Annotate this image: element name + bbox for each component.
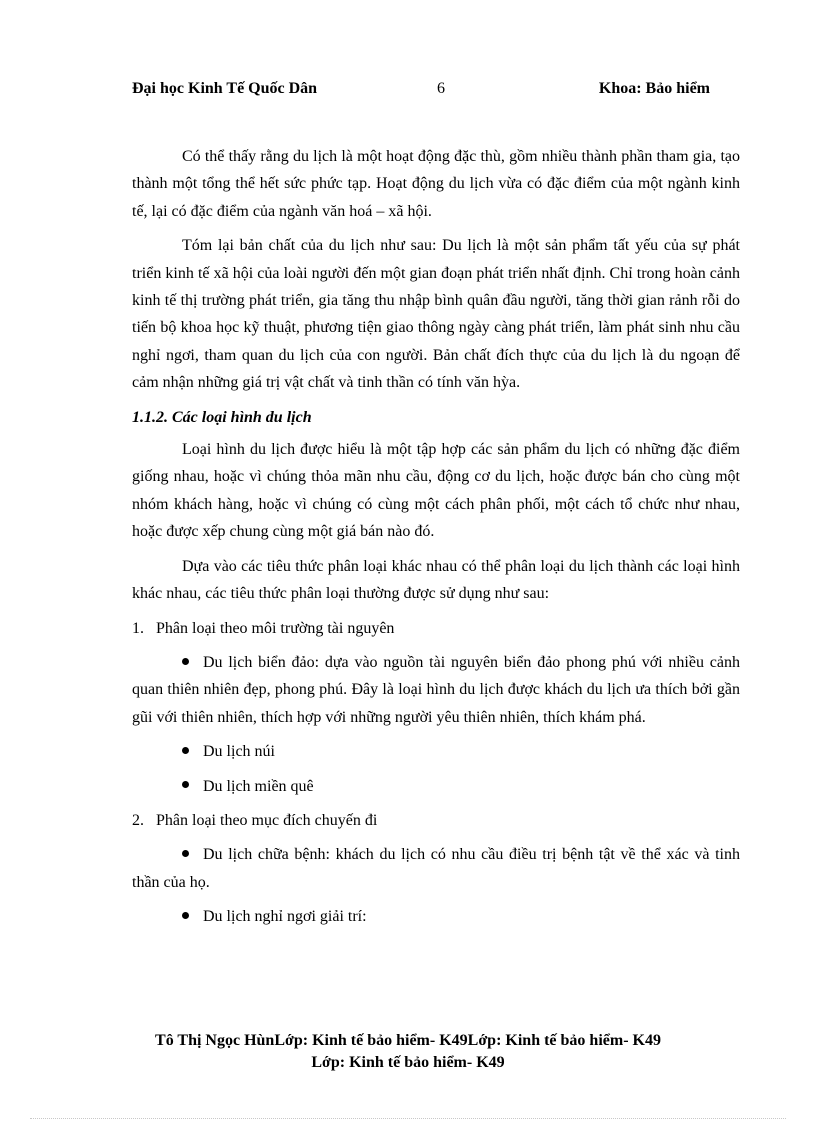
bullet-item bbox=[132, 903, 740, 930]
bullet-text: Du lịch núi bbox=[203, 743, 275, 761]
faculty-name: Khoa: Bảo hiểm bbox=[598, 80, 710, 97]
university-name: Đại học Kinh Tế Quốc Dân bbox=[132, 80, 318, 97]
item-label: Phân loại theo mục đích chuyến đi bbox=[156, 811, 378, 829]
item-number: 2. bbox=[132, 811, 144, 829]
page-header bbox=[132, 80, 712, 102]
paragraph: Loại hình du lịch được hiểu là một tập hợp các sản phẩm du lịch có những đặc điểm giống nhau, hoặc vì chúng thỏa mãn nhu cầu, động cơ du lịch, hoặc được bán cho cùng một nhóm khách hàng, hoặc vì chúng có cùng một cách phân phối, một cách tổ chức như nhau, hoặc được xếp chung cùng một giá bán nào đó. bbox=[132, 441, 740, 541]
bullet-text: Du lịch nghỉ ngơi giải trí: bbox=[203, 908, 367, 926]
paragraph: Có thể thấy rằng du lịch là một hoạt động đặc thù, gồm nhiều thành phần tham gia, tạo thành một tổng thể hết sức phức tạp. Hoạt động du lịch vừa có đặc điểm của một ngành kinh tế, lại có đặc điểm của ngành văn hoá – xã hội. bbox=[132, 148, 740, 220]
bullet-item bbox=[132, 841, 740, 896]
page-number: 6 bbox=[437, 80, 445, 97]
item-number: 1. bbox=[132, 619, 144, 637]
bullet-text: Du lịch chữa bệnh: khách du lịch có nhu cầu điều trị bệnh tật về thể xác và tinh thần của họ. bbox=[132, 846, 740, 891]
bullet-item bbox=[132, 773, 740, 800]
bullet-item bbox=[132, 738, 740, 765]
item-label: Phân loại theo môi trường tài nguyên bbox=[156, 619, 395, 637]
bullet-item bbox=[132, 649, 740, 731]
bullet-text: Du lịch biển đảo: dựa vào nguồn tài nguyên biển đảo phong phú với nhiều cảnh quan thiên nhiên đẹp, phong phú. Đây là loại hình du lịch được khách du lịch ưa thích bởi gần gũi với thiên nhiên, thích hợp với những người yêu thiên nhiên, thích khám phá. bbox=[132, 653, 740, 726]
numbered-item bbox=[132, 807, 740, 834]
footer-line-1: Tô Thị Ngọc HùnLớp: Kinh tế bảo hiểm- K49Lớp: Kinh tế bảo hiểm- K49 bbox=[155, 1032, 661, 1049]
bullet-icon bbox=[182, 747, 189, 754]
numbered-item bbox=[132, 615, 740, 642]
bullet-icon bbox=[182, 912, 189, 919]
paragraph: Tóm lại bản chất của du lịch như sau: Du lịch là một sản phẩm tất yếu của sự phát triển kinh tế xã hội của loài người đến một gian đoạn phát triển nhất định. Chỉ trong hoàn cảnh kinh tế thị trường phát triển, gia tăng thu nhập bình quân đầu người, tăng thời gian rảnh rỗi do tiến bộ khoa học kỹ thuật, phương tiện giao thông ngày càng phát triển, làm phát sinh nhu cầu nghỉ ngơi, tham quan du lịch của con người. Bản chất đích thực của du lịch là du ngoạn để cảm nhận những giá trị vật chất và tinh thần có tính văn hỳa. bbox=[132, 237, 740, 392]
bullet-icon bbox=[182, 850, 189, 857]
bullet-text: Du lịch miền quê bbox=[203, 777, 314, 795]
document-body bbox=[132, 143, 740, 938]
page-footer bbox=[0, 1030, 816, 1074]
section-heading: 1.1.2. Các loại hình du lịch bbox=[132, 408, 312, 426]
bullet-icon bbox=[182, 658, 189, 665]
bullet-icon bbox=[182, 781, 189, 788]
footer-line-2: Lớp: Kinh tế bảo hiểm- K49 bbox=[311, 1054, 505, 1071]
paragraph: Dựa vào các tiêu thức phân loại khác nhau có thể phân loại du lịch thành các loại hình khác nhau, các tiêu thức phân loại thường được sử dụng như sau: bbox=[132, 557, 740, 603]
page-bottom-divider bbox=[30, 1118, 786, 1119]
